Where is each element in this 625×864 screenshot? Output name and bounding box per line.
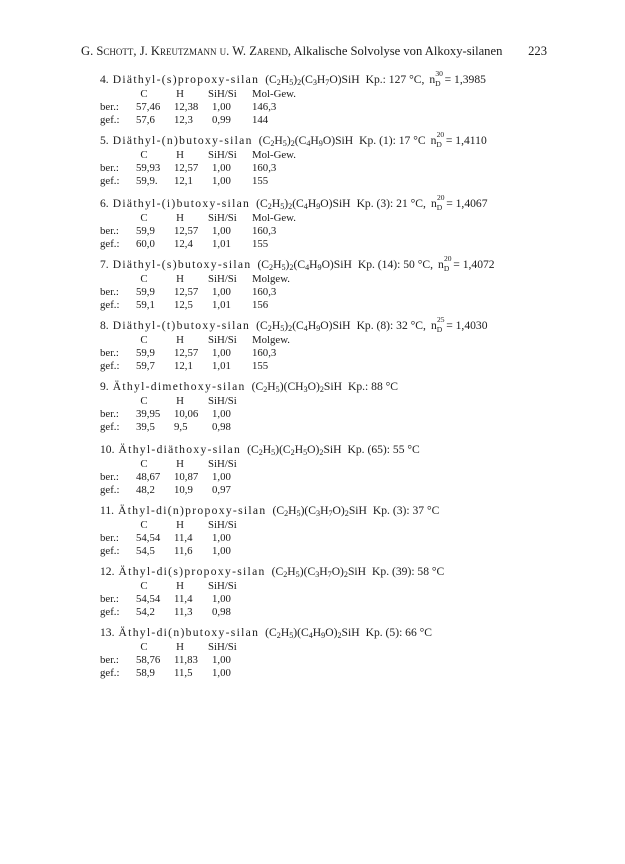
compound-entry (0, 379, 625, 434)
compound-name: Diäthyl-(s)butoxy-silan (112, 258, 252, 271)
compound-formula: $(C_2H_5)(C_4H_9O)_2SiH$ (265, 626, 360, 640)
entry-title (100, 254, 625, 273)
entry-number: 8. (100, 319, 109, 332)
analysis-value: 59,9 (136, 347, 155, 359)
refractive-index-value: = 1,4067 (446, 197, 488, 210)
compound-list (0, 69, 625, 680)
entry-title (100, 564, 625, 580)
refractive-index-temperature: 20 (436, 193, 445, 202)
entry-title (100, 503, 625, 519)
column-header: SiH/Si (208, 458, 237, 470)
refractive-index (430, 315, 488, 334)
analysis-value: 11,4 (174, 532, 193, 544)
analysis-value: 11,83 (174, 654, 198, 666)
row-label: ber.: (100, 471, 119, 483)
boiling-point: Kp. (65): 55 °C (347, 443, 420, 456)
boiling-point: Kp. (3): 21 °C, (356, 197, 426, 210)
compound-name: Diäthyl-(s)propoxy-silan (112, 73, 260, 86)
analysis-value: 12,1 (174, 360, 193, 372)
found-row (0, 667, 625, 680)
analysis-value: 57,46 (136, 101, 161, 113)
column-header: H (176, 580, 184, 592)
boiling-point: Kp.: 88 °C (347, 380, 399, 393)
analysis-value: 146,3 (252, 101, 277, 113)
refractive-index-value: = 1,4110 (445, 134, 487, 147)
entry-number: 12. (100, 565, 115, 578)
boiling-point: Kp.: 127 °C, (365, 73, 425, 86)
analysis-value: 1,01 (212, 238, 231, 250)
entry-number: 9. (100, 380, 109, 393)
analysis-value: 155 (252, 360, 269, 372)
analysis-value: 12,57 (174, 347, 199, 359)
refractive-index-value: = 1,4072 (453, 258, 495, 271)
boiling-point: Kp. (1): 17 °C (359, 134, 426, 147)
column-header: H (176, 395, 184, 407)
entry-number: 13. (100, 626, 115, 639)
entry-number: 4. (100, 73, 109, 86)
analysis-value: 54,5 (136, 545, 155, 557)
found-row (0, 360, 625, 373)
analysis-value: 57,6 (136, 114, 155, 126)
boiling-point: Kp. (5): 66 °C (365, 626, 433, 639)
row-label: ber.: (100, 347, 119, 359)
analysis-value: 12,1 (174, 175, 193, 187)
column-header: C (140, 88, 148, 100)
analysis-value: 10,06 (174, 408, 199, 420)
row-label: gef.: (100, 484, 120, 496)
refractive-index-symbol: n 20 $_D$ (431, 196, 442, 216)
analysis-value: 59,1 (136, 299, 155, 311)
analysis-header-row (0, 212, 625, 225)
analysis-value: 1,00 (212, 175, 231, 187)
analysis-value: 12,57 (174, 162, 199, 174)
compound-name: Äthyl-di(n)propoxy-silan (118, 504, 267, 517)
analysis-value: 156 (252, 299, 269, 311)
row-label: gef.: (100, 114, 120, 126)
analysis-value: 54,54 (136, 532, 161, 544)
column-header: Molgew. (252, 334, 290, 346)
entry-title (100, 315, 625, 334)
entry-title (100, 625, 625, 641)
analysis-value: 144 (252, 114, 269, 126)
column-header: H (176, 334, 184, 346)
column-header: H (176, 88, 184, 100)
entry-title (100, 442, 625, 458)
compound-formula: $(C_2H_5)(CH_3O)_2SiH$ (251, 380, 342, 394)
found-row (0, 114, 625, 127)
analysis-value: 0,98 (212, 421, 231, 433)
row-label: gef.: (100, 238, 120, 250)
analysis-header-row (0, 88, 625, 101)
row-label: gef.: (100, 421, 120, 433)
column-header: C (140, 149, 148, 161)
entry-number: 10. (100, 443, 115, 456)
column-header: SiH/Si (208, 519, 237, 531)
column-header: SiH/Si (208, 149, 237, 161)
calculated-row (0, 347, 625, 360)
analysis-value: 48,2 (136, 484, 155, 496)
analysis-value: 1,00 (212, 545, 231, 557)
calculated-row (0, 593, 625, 606)
compound-formula: $(C_2H_5)_2(C_4H_9O)SiH$ (256, 197, 351, 211)
analysis-value: 0,99 (212, 114, 231, 126)
found-row (0, 421, 625, 434)
refractive-index (438, 254, 495, 273)
analysis-header-row (0, 580, 625, 593)
calculated-row (0, 654, 625, 667)
refractive-index-temperature: 30 (435, 69, 443, 78)
analysis-value: 1,00 (212, 162, 231, 174)
boiling-point: Kp. (39): 58 °C (372, 565, 445, 578)
compound-name: Diäthyl-(t)butoxy-silan (112, 319, 251, 332)
analysis-value: 1,00 (212, 408, 231, 420)
calculated-row (0, 162, 625, 175)
page-number: 223 (528, 44, 547, 58)
row-label: gef.: (100, 299, 120, 311)
analysis-value: 59,9. (136, 175, 158, 187)
compound-entry (0, 442, 625, 497)
boiling-point: Kp. (14): 50 °C, (357, 258, 434, 271)
compound-formula: $(C_2H_5)_2(C_4H_9O)SiH$ (256, 319, 351, 333)
row-label: ber.: (100, 101, 119, 113)
refractive-index-temperature: 25 (436, 315, 445, 324)
boiling-point: Kp. (8): 32 °C, (356, 319, 426, 332)
analysis-value: 39,5 (136, 421, 155, 433)
analysis-value: 60,0 (136, 238, 155, 250)
analysis-value: 1,00 (212, 667, 231, 679)
analysis-value: 1,01 (212, 299, 231, 311)
analysis-header-row (0, 395, 625, 408)
refractive-index (429, 69, 486, 88)
analysis-value: 12,57 (174, 286, 199, 298)
refractive-index-value: = 1,4030 (446, 319, 488, 332)
analysis-value: 39,95 (136, 408, 161, 420)
compound-formula: $(C_2H_5)(C_3H_7O)_2SiH$ (272, 504, 367, 518)
analysis-value: 155 (252, 238, 269, 250)
row-label: ber.: (100, 532, 119, 544)
analysis-value: 12,4 (174, 238, 193, 250)
column-header: H (176, 519, 184, 531)
analysis-header-row (0, 458, 625, 471)
analysis-header-row (0, 641, 625, 654)
analysis-value: 9,5 (174, 421, 188, 433)
column-header: C (140, 458, 148, 470)
calculated-row (0, 471, 625, 484)
analysis-header-row (0, 273, 625, 286)
column-header: SiH/Si (208, 395, 237, 407)
column-header: Molgew. (252, 273, 290, 285)
entry-number: 5. (100, 134, 109, 147)
entry-number: 11. (100, 504, 115, 517)
analysis-value: 1,00 (212, 347, 231, 359)
column-header: H (176, 458, 184, 470)
row-label: ber.: (100, 408, 119, 420)
analysis-value: 54,54 (136, 593, 161, 605)
refractive-index-symbol: n 20 $_D$ (438, 257, 449, 277)
entry-title (100, 130, 625, 149)
analysis-value: 54,2 (136, 606, 155, 618)
column-header: SiH/Si (208, 334, 237, 346)
entry-title (100, 193, 625, 212)
compound-formula: $(C_2H_5)(C_2H_5O)_2SiH$ (247, 443, 342, 457)
header-authors: G. Schott, J. Kreutzmann u. W. Zarend, (81, 44, 292, 58)
refractive-index-value: = 1,3985 (444, 73, 486, 86)
found-row (0, 606, 625, 619)
column-header: H (176, 212, 184, 224)
found-row (0, 175, 625, 188)
header-title: Alkalische Solvolyse von Alkoxy-silanen (293, 44, 503, 58)
column-header: Mol-Gew. (252, 88, 296, 100)
analysis-value: 160,3 (252, 225, 277, 237)
found-row (0, 238, 625, 251)
row-label: gef.: (100, 667, 120, 679)
refractive-index-symbol: n 25 $_D$ (431, 318, 442, 338)
column-header: C (140, 212, 148, 224)
column-header: C (140, 273, 148, 285)
row-label: gef.: (100, 175, 120, 187)
analysis-value: 0,97 (212, 484, 231, 496)
refractive-index-temperature: 20 (436, 130, 445, 139)
analysis-value: 12,57 (174, 225, 199, 237)
compound-name: Diäthyl-(n)butoxy-silan (112, 134, 253, 147)
analysis-value: 48,67 (136, 471, 161, 483)
analysis-value: 1,00 (212, 532, 231, 544)
compound-name: Äthyl-diäthoxy-silan (118, 443, 242, 456)
entry-title (100, 69, 625, 88)
column-header: SiH/Si (208, 212, 237, 224)
running-header (81, 44, 547, 59)
refractive-index (430, 193, 488, 212)
analysis-value: 1,00 (212, 471, 231, 483)
compound-entry (0, 130, 625, 188)
compound-name: Diäthyl-(i)butoxy-silan (112, 197, 251, 210)
boiling-point: Kp. (3): 37 °C (372, 504, 440, 517)
compound-name: Äthyl-di(s)propoxy-silan (118, 565, 266, 578)
analysis-value: 160,3 (252, 162, 277, 174)
refractive-index (430, 130, 487, 149)
entry-number: 7. (100, 258, 109, 271)
column-header: SiH/Si (208, 580, 237, 592)
compound-entry (0, 564, 625, 619)
analysis-value: 12,38 (174, 101, 199, 113)
analysis-header-row (0, 334, 625, 347)
found-row (0, 545, 625, 558)
analysis-value: 59,9 (136, 286, 155, 298)
column-header: C (140, 580, 148, 592)
column-header: Mol-Gew. (252, 212, 296, 224)
analysis-value: 10,87 (174, 471, 199, 483)
compound-formula: $(C_2H_5)(C_3H_7O)_2SiH$ (271, 565, 367, 579)
analysis-value: 1,00 (212, 225, 231, 237)
column-header: Mol-Gew. (252, 149, 296, 161)
analysis-value: 58,76 (136, 654, 161, 666)
analysis-value: 1,00 (212, 593, 231, 605)
calculated-row (0, 532, 625, 545)
compound-entry (0, 625, 625, 680)
analysis-value: 59,93 (136, 162, 161, 174)
column-header: C (140, 519, 148, 531)
analysis-header-row (0, 149, 625, 162)
row-label: gef.: (100, 545, 120, 557)
column-header: SiH/Si (208, 88, 237, 100)
analysis-value: 11,4 (174, 593, 193, 605)
refractive-index-temperature: 20 (444, 254, 452, 263)
analysis-value: 1,00 (212, 101, 231, 113)
column-header: SiH/Si (208, 273, 237, 285)
analysis-value: 58,9 (136, 667, 155, 679)
compound-name: Äthyl-dimethoxy-silan (112, 380, 246, 393)
column-header: C (140, 395, 148, 407)
analysis-value: 59,9 (136, 225, 155, 237)
calculated-row (0, 101, 625, 114)
row-label: gef.: (100, 606, 120, 618)
calculated-row (0, 408, 625, 421)
compound-name: Äthyl-di(n)butoxy-silan (118, 626, 260, 639)
analysis-value: 59,7 (136, 360, 155, 372)
column-header: H (176, 149, 184, 161)
analysis-value: 12,5 (174, 299, 193, 311)
analysis-value: 12,3 (174, 114, 193, 126)
compound-formula: $(C_2H_5)_2(C_4H_9O)SiH$ (258, 134, 354, 148)
row-label: ber.: (100, 162, 119, 174)
calculated-row (0, 225, 625, 238)
row-label: ber.: (100, 593, 119, 605)
analysis-value: 160,3 (252, 286, 277, 298)
column-header: H (176, 273, 184, 285)
entry-title (100, 379, 625, 395)
analysis-value: 1,01 (212, 360, 231, 372)
analysis-value: 1,00 (212, 654, 231, 666)
analysis-value: 1,00 (212, 286, 231, 298)
row-label: ber.: (100, 225, 119, 237)
calculated-row (0, 286, 625, 299)
column-header: C (140, 334, 148, 346)
analysis-value: 11,5 (174, 667, 193, 679)
found-row (0, 484, 625, 497)
analysis-value: 11,3 (174, 606, 193, 618)
column-header: H (176, 641, 184, 653)
compound-entry (0, 254, 625, 312)
analysis-header-row (0, 519, 625, 532)
compound-formula: $(C_2H_5)_2(C_4H_9O)SiH$ (257, 258, 352, 272)
column-header: SiH/Si (208, 641, 237, 653)
compound-entry (0, 503, 625, 558)
refractive-index-symbol: n 30 $_D$ (429, 72, 440, 92)
row-label: gef.: (100, 360, 120, 372)
analysis-value: 155 (252, 175, 269, 187)
row-label: ber.: (100, 286, 119, 298)
analysis-value: 10,9 (174, 484, 193, 496)
compound-entry (0, 193, 625, 251)
entry-number: 6. (100, 197, 109, 210)
row-label: ber.: (100, 654, 119, 666)
found-row (0, 299, 625, 312)
column-header: C (140, 641, 148, 653)
compound-entry (0, 315, 625, 373)
analysis-value: 160,3 (252, 347, 277, 359)
compound-entry (0, 69, 625, 127)
refractive-index-symbol: n 20 $_D$ (431, 133, 442, 153)
analysis-value: 11,6 (174, 545, 193, 557)
compound-formula: $(C_2H_5)_2(C_3H_7O)SiH$ (265, 73, 360, 87)
analysis-value: 0,98 (212, 606, 231, 618)
